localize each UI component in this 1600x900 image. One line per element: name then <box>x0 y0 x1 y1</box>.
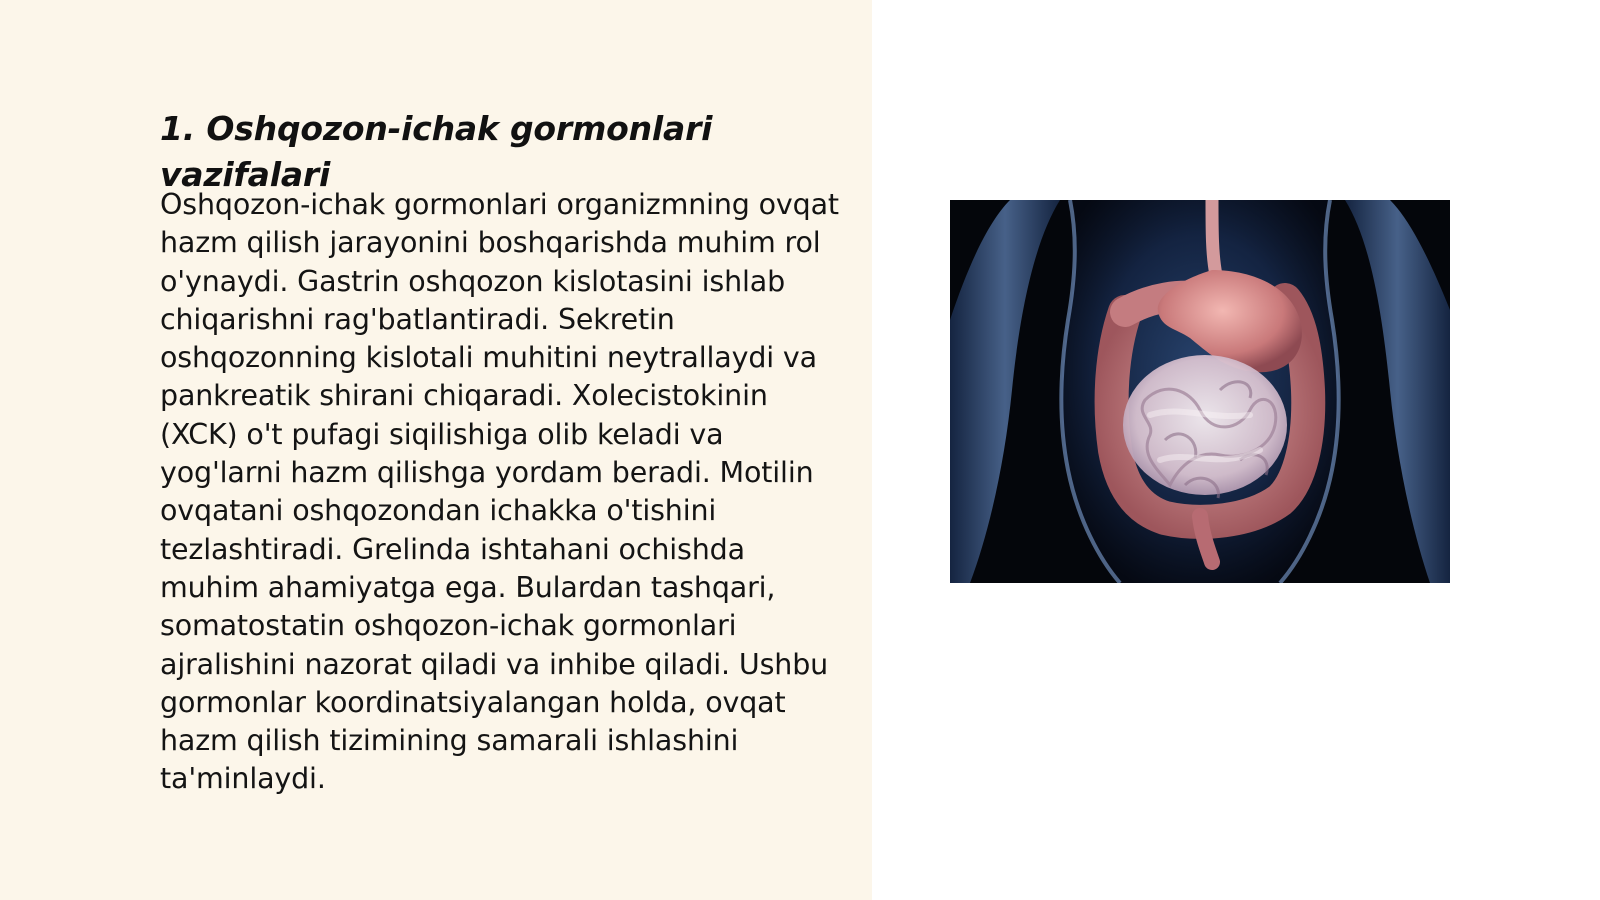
digestive-system-image <box>950 200 1450 583</box>
slide-title: 1. Oshqozon-ichak gormonlari vazifalari <box>160 109 713 194</box>
slide-body-text: Oshqozon-ichak gormonlari organizmning ovqat hazm qilish jarayonini boshqarishda muhim rol o'ynaydi. Gastrin oshqozon kislotasini ishlab chiqarishni rag'batlantiradi. Sekretin oshqozonning kislotali muhitini neytrallaydi va pankreatik shirani chiqaradi. Xolecistokinin (XCK) o't pufagi siqilishiga olib keladi va yog'larni hazm qilishga yordam beradi. Motilin ovqatani oshqozondan ichakka o'tishini tezlashtiradi. Grelinda ishtahani ochishda muhim ahamiyatga ega. Bulardan tashqari, somatostatin oshqozon-ichak gormonlari ajralishini nazorat qiladi va inhibe qiladi. Ushbu gormonlar koordinatsiyalangan holda, ovqat hazm qilish tizimining samarali ishlashini ta'minlaydi. <box>160 188 839 796</box>
digestive-system-illustration <box>950 200 1450 583</box>
